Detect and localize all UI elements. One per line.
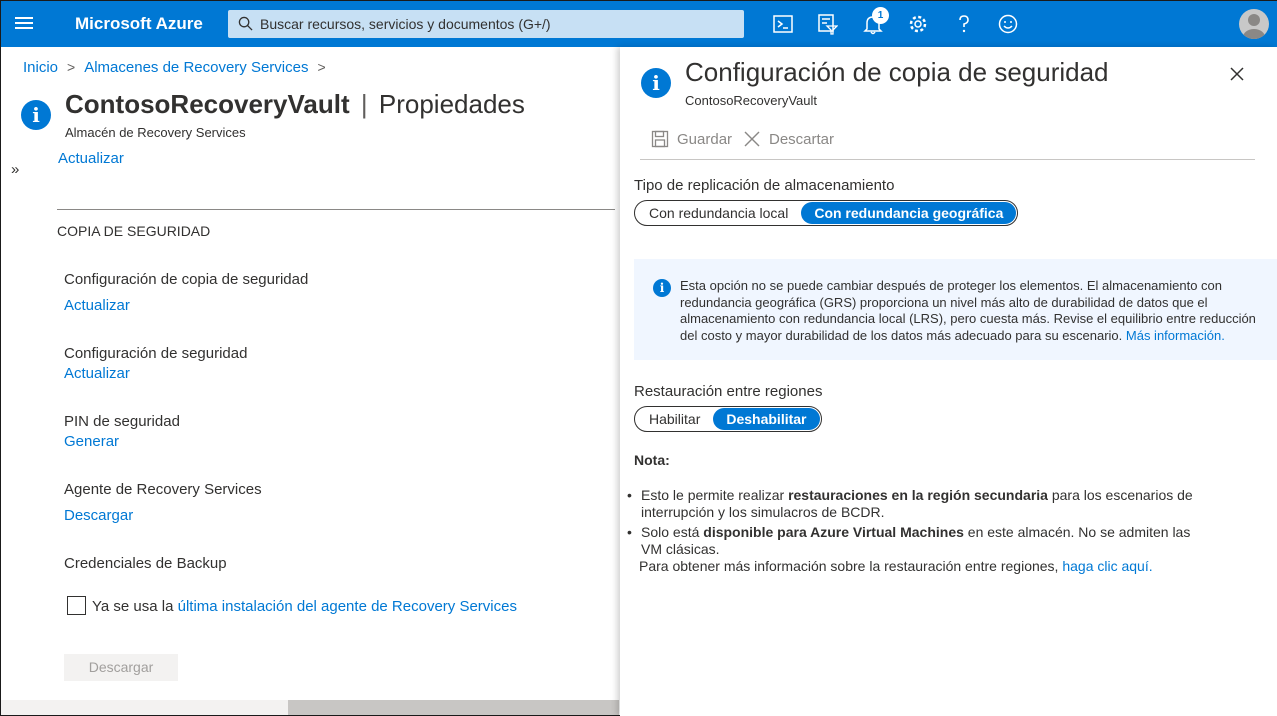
directory-filter-icon[interactable]: [816, 13, 838, 35]
security-config-label: Configuración de seguridad: [64, 345, 248, 362]
top-bar: [1, 1, 1277, 47]
horizontal-scrollbar[interactable]: [1, 700, 619, 715]
section-header: COPIA DE SEGURIDAD: [57, 223, 211, 239]
info-icon: i: [21, 100, 51, 130]
note2-text: Solo está: [641, 524, 704, 540]
divider: [57, 209, 615, 210]
info-message: [634, 259, 1277, 360]
note-title: Nota:: [634, 452, 670, 468]
save-icon: [651, 130, 669, 148]
feedback-smiley-icon[interactable]: [997, 13, 1019, 35]
crr-option-disable[interactable]: Deshabilitar: [713, 408, 819, 430]
vault-name: ContosoRecoveryVault: [65, 89, 350, 119]
note1-text: Esto le permite realizar: [641, 487, 789, 503]
breadcrumb-home[interactable]: Inicio: [23, 59, 59, 76]
latest-agent-link[interactable]: última instalación del agente de Recovery Services: [177, 598, 517, 615]
replication-toggle: [634, 200, 1018, 226]
search-box[interactable]: [228, 10, 744, 38]
agent-download-link[interactable]: Descargar: [64, 507, 134, 524]
gear-icon[interactable]: [907, 13, 929, 35]
crr-option-enable[interactable]: Habilitar: [649, 411, 701, 427]
discard-label: Descartar: [769, 130, 835, 148]
note2-bold: disponible para Azure Virtual Machines: [703, 524, 964, 540]
discard-icon: [743, 130, 761, 148]
cloud-shell-icon[interactable]: [772, 13, 794, 35]
list-item: [641, 487, 1201, 520]
more-info-line: [639, 558, 1153, 574]
info-icon: i: [641, 68, 671, 98]
save-button[interactable]: [651, 127, 732, 151]
checkbox-prefix: Ya se usa la: [92, 598, 174, 615]
note1-bold: restauraciones en la región secundaria: [788, 487, 1048, 503]
replication-label: Tipo de replicación de almacenamiento: [634, 177, 895, 194]
click-here-link[interactable]: haga clic aquí.: [1062, 558, 1153, 574]
menu-icon[interactable]: [15, 14, 37, 34]
chevron-right-icon: >: [67, 59, 76, 75]
top-update-link[interactable]: Actualizar: [58, 150, 124, 167]
agent-label: Agente de Recovery Services: [64, 481, 262, 498]
security-pin-label: PIN de seguridad: [64, 413, 180, 430]
avatar[interactable]: [1239, 9, 1269, 39]
replication-option-grs[interactable]: Con redundancia geográfica: [801, 202, 1016, 224]
blade-subtitle: ContosoRecoveryVault: [685, 93, 817, 108]
info-message-body: Esta opción no se puede cambiar después de proteger los elementos. El almacenamiento con redundancia geográfica (GRS) proporciona un nivel más alto de durabilidad de datos que el almacenamiento con redundancia local (LRS), pero cuesta más. Revise el equilibrio entre reducción del costo y mayor durabilidad de los datos más adecuado para su escenario.: [680, 278, 1256, 343]
backup-config-update-link[interactable]: Actualizar: [64, 297, 130, 314]
breadcrumb: [23, 59, 335, 76]
close-icon[interactable]: [1228, 65, 1246, 83]
crr-label: Restauración entre regiones: [634, 383, 823, 400]
agent-installed-checkbox[interactable]: [67, 596, 86, 615]
expand-menu-icon[interactable]: »: [11, 161, 20, 178]
security-pin-generate-link[interactable]: Generar: [64, 433, 120, 450]
list-item: [641, 524, 1201, 557]
scrollbar-thumb[interactable]: [288, 700, 619, 715]
info-message-text: [680, 278, 1272, 344]
title-separator: |: [360, 89, 368, 119]
discard-button[interactable]: [743, 127, 834, 151]
more-info-link[interactable]: Más información.: [1125, 327, 1225, 343]
note1-text-end: para los escenarios de interrupción y los simulacros de BCDR.: [641, 487, 1193, 520]
more-info-text: Para obtener más información sobre la restauración entre regiones,: [639, 558, 1059, 574]
checkbox-label: [92, 598, 517, 615]
help-icon[interactable]: [953, 13, 975, 35]
user-icon: [1239, 9, 1269, 39]
page-subtitle: Almacén de Recovery Services: [65, 125, 246, 140]
crr-toggle: [634, 406, 822, 432]
backup-config-blade: [620, 47, 1277, 716]
replication-option-lrs[interactable]: Con redundancia local: [649, 205, 789, 221]
note-list: [641, 487, 1201, 561]
brand-title[interactable]: Microsoft Azure: [75, 14, 203, 33]
blade-title: Configuración de copia de seguridad: [685, 57, 1109, 87]
page-title: [65, 89, 525, 120]
breadcrumb-vaults[interactable]: Almacenes de Recovery Services: [84, 59, 309, 76]
search-input[interactable]: [260, 10, 730, 38]
info-icon: i: [653, 279, 671, 297]
save-label: Guardar: [677, 130, 733, 148]
chevron-right-icon: >: [317, 59, 326, 75]
search-icon: [238, 16, 253, 31]
notification-badge: 1: [872, 7, 889, 24]
command-bar-divider: [640, 159, 1255, 160]
page-section: Propiedades: [378, 89, 525, 119]
backup-config-label: Configuración de copia de seguridad: [64, 271, 309, 288]
download-button[interactable]: Descargar: [64, 654, 178, 681]
credentials-label: Credenciales de Backup: [64, 555, 227, 572]
security-config-update-link[interactable]: Actualizar: [64, 365, 130, 382]
note2-text-end: en este almacén. No se admiten las VM clásicas.: [641, 524, 1191, 557]
